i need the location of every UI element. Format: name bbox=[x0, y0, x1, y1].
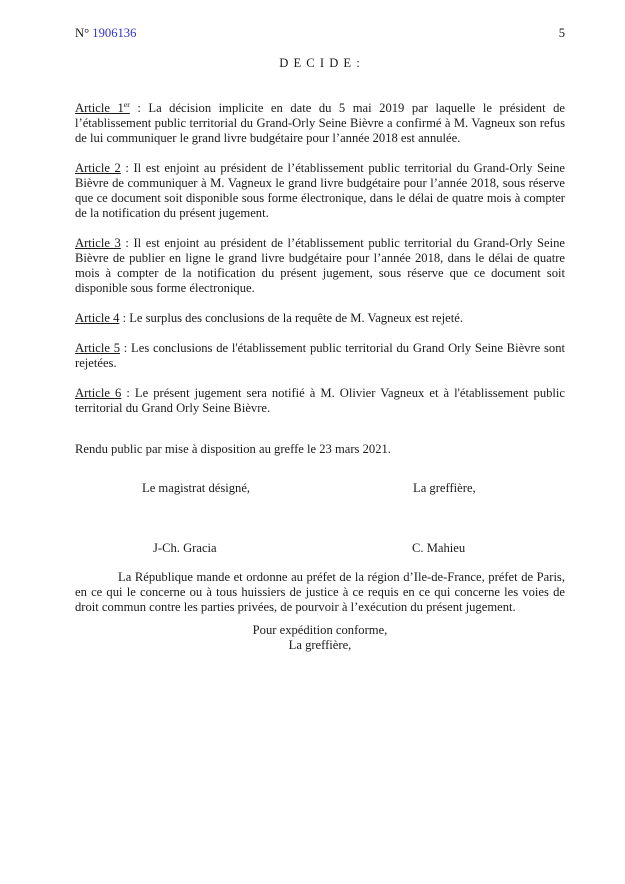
article-5-body: : Les conclusions de l'établissement public territorial du Grand Orly Seine Bièvre sont rejetées. bbox=[75, 341, 565, 370]
greffiere-title: La greffière, bbox=[413, 481, 476, 495]
article-1-label: Article 1er bbox=[75, 99, 130, 115]
greffiere-name: C. Mahieu bbox=[412, 541, 466, 555]
page-header bbox=[75, 26, 565, 41]
republique-paragraph: La République mande et ordonne au préfet de la région d’Ile-de-France, préfet de Paris, en ce qui le concerne ou à tous huissiers de justice à ce requis en ce qui concerne les voies de droit commun contre les parties privées, de pourvoir à l’exécution du présent jugement. bbox=[75, 570, 565, 614]
article-1-body: : La décision implicite en date du 5 mai 2019 par laquelle le président de l’établissement public territorial du Grand-Orly Seine Bièvre a confirmé à M. Vagneux son refus de lui communiquer le grand livre budgétaire pour l’année 2018 est annulée. bbox=[75, 101, 565, 145]
article-3-paragraph bbox=[75, 236, 565, 296]
magistrat-name: J-Ch. Gracia bbox=[153, 541, 217, 555]
magistrat-title: Le magistrat désigné, bbox=[142, 481, 251, 495]
article-4-body: : Le surplus des conclusions de la requête de M. Vagneux est rejeté. bbox=[119, 311, 463, 325]
article-1-paragraph bbox=[75, 101, 565, 146]
article-6-paragraph bbox=[75, 386, 565, 416]
expedition-block bbox=[75, 623, 565, 653]
expedition-line: Pour expédition conforme, bbox=[252, 623, 388, 637]
rendu-public-line: Rendu public par mise à disposition au greffe le 23 mars 2021. bbox=[75, 442, 391, 456]
decide-heading: D E C I D E : bbox=[279, 56, 361, 70]
signature-titles-row bbox=[75, 481, 565, 496]
article-2-body: : Il est enjoint au président de l’établissement public territorial du Grand-Orly Seine Bièvre de communiquer à M. Vagneux le grand livre budgétaire pour l’année 2018, sous réserve que ce document soit disponible sous forme électronique, dans le délai de quatre mois à compter de la notification du présent jugement. bbox=[75, 161, 565, 220]
doc-number-prefix: N° bbox=[75, 26, 90, 40]
case-number-link[interactable]: 1906136 bbox=[92, 26, 137, 40]
article-2-label: Article 2 bbox=[75, 161, 121, 175]
expedition-greffiere-line: La greffière, bbox=[288, 638, 352, 652]
article-4-label: Article 4 bbox=[75, 311, 120, 325]
article-3-body: : Il est enjoint au président de l’établissement public territorial du Grand-Orly Seine Bièvre de publier en ligne le grand livre budgétaire pour l’année 2018, dans le délai de quatre mois à compter de la notification du présent jugement, sous réserve que ce document soit disponible sous forme électronique. bbox=[75, 236, 565, 295]
article-6-body: : Le présent jugement sera notifié à M. Olivier Vagneux et à l'établissement public territorial du Grand Orly Seine Bièvre. bbox=[75, 386, 565, 415]
article-5-label: Article 5 bbox=[75, 341, 121, 355]
signature-names-row bbox=[75, 541, 565, 556]
doc-number bbox=[75, 26, 136, 41]
article-5-paragraph bbox=[75, 341, 565, 371]
article-2-paragraph bbox=[75, 161, 565, 221]
page-number: 5 bbox=[558, 26, 565, 40]
article-6-label: Article 6 bbox=[75, 386, 122, 400]
article-3-label: Article 3 bbox=[75, 236, 121, 250]
article-4-paragraph bbox=[75, 311, 565, 326]
article-1-superscript: er bbox=[123, 99, 130, 109]
